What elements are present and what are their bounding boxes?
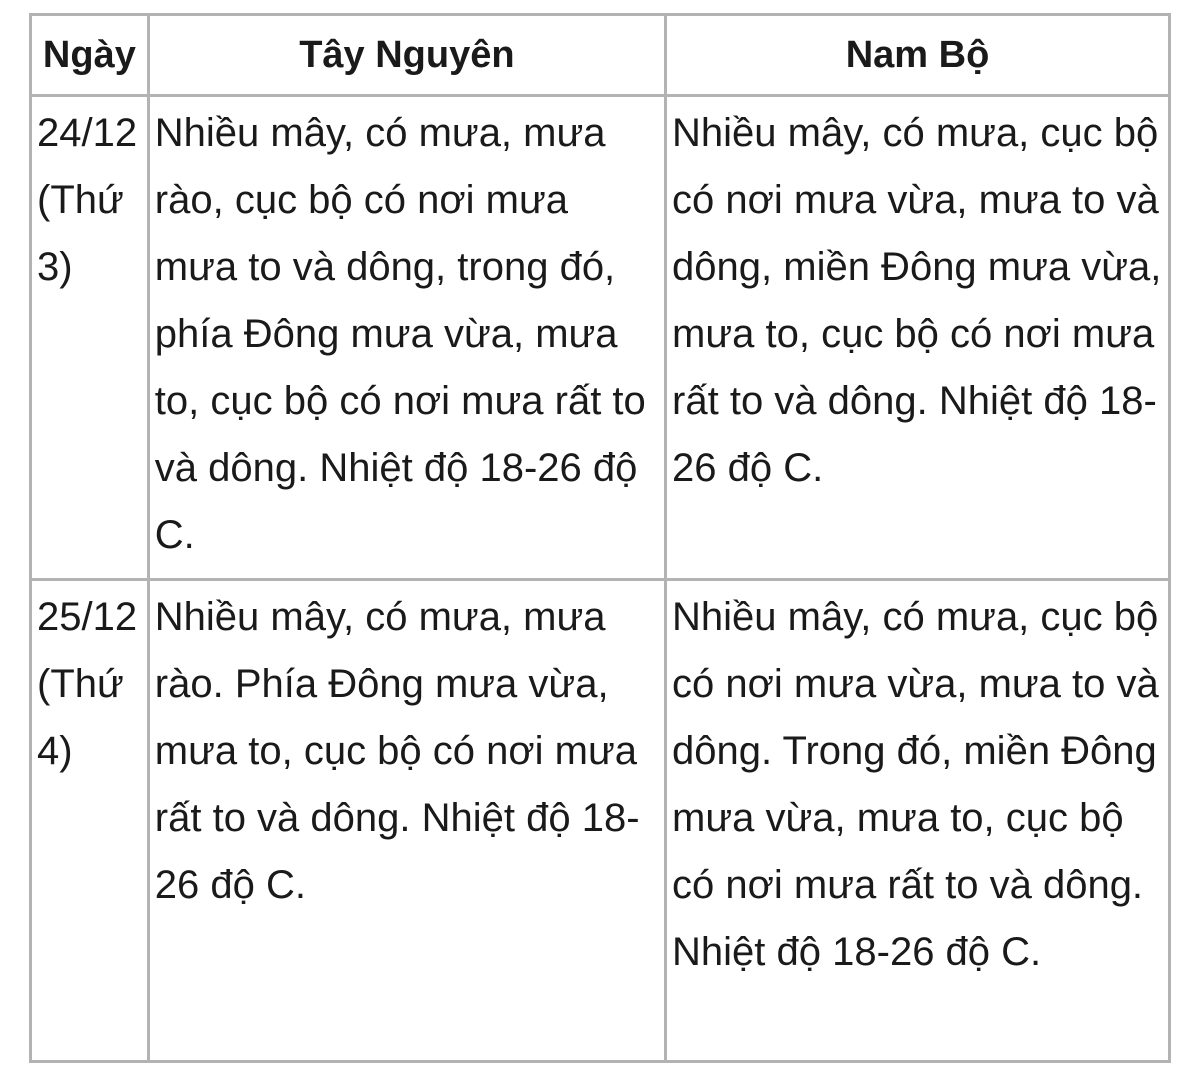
- cell-nam-bo: Nhiều mây, có mưa, cục bộ có nơi mưa vừa, mưa to và dông, miền Đông mưa vừa, mưa to, cục bộ có nơi mưa rất to và dông. Nhiệt độ 18-26 độ C.: [666, 96, 1170, 580]
- cell-tay-nguyen: Nhiều mây, có mưa, mưa rào. Phía Đông mưa vừa, mưa to, cục bộ có nơi mưa rất to và dông. Nhiệt độ 18-26 độ C.: [148, 580, 665, 1062]
- header-date: Ngày: [31, 15, 149, 96]
- table-row: [31, 580, 1170, 1062]
- table-row: [31, 96, 1170, 580]
- cell-date: 25/12 (Thứ 4): [31, 580, 149, 1062]
- table-header-row: [31, 15, 1170, 96]
- header-nam-bo: Nam Bộ: [666, 15, 1170, 96]
- header-tay-nguyen: Tây Nguyên: [148, 15, 665, 96]
- forecast-table: [29, 13, 1171, 1063]
- cell-tay-nguyen: Nhiều mây, có mưa, mưa rào, cục bộ có nơi mưa mưa to và dông, trong đó, phía Đông mưa vừa, mưa to, cục bộ có nơi mưa rất to và dông. Nhiệt độ 18-26 độ C.: [148, 96, 665, 580]
- cell-nam-bo: Nhiều mây, có mưa, cục bộ có nơi mưa vừa, mưa to và dông. Trong đó, miền Đông mưa vừa, mưa to, cục bộ có nơi mưa rất to và dông. Nhiệt độ 18-26 độ C.: [666, 580, 1170, 1062]
- cell-date: 24/12 (Thứ 3): [31, 96, 149, 580]
